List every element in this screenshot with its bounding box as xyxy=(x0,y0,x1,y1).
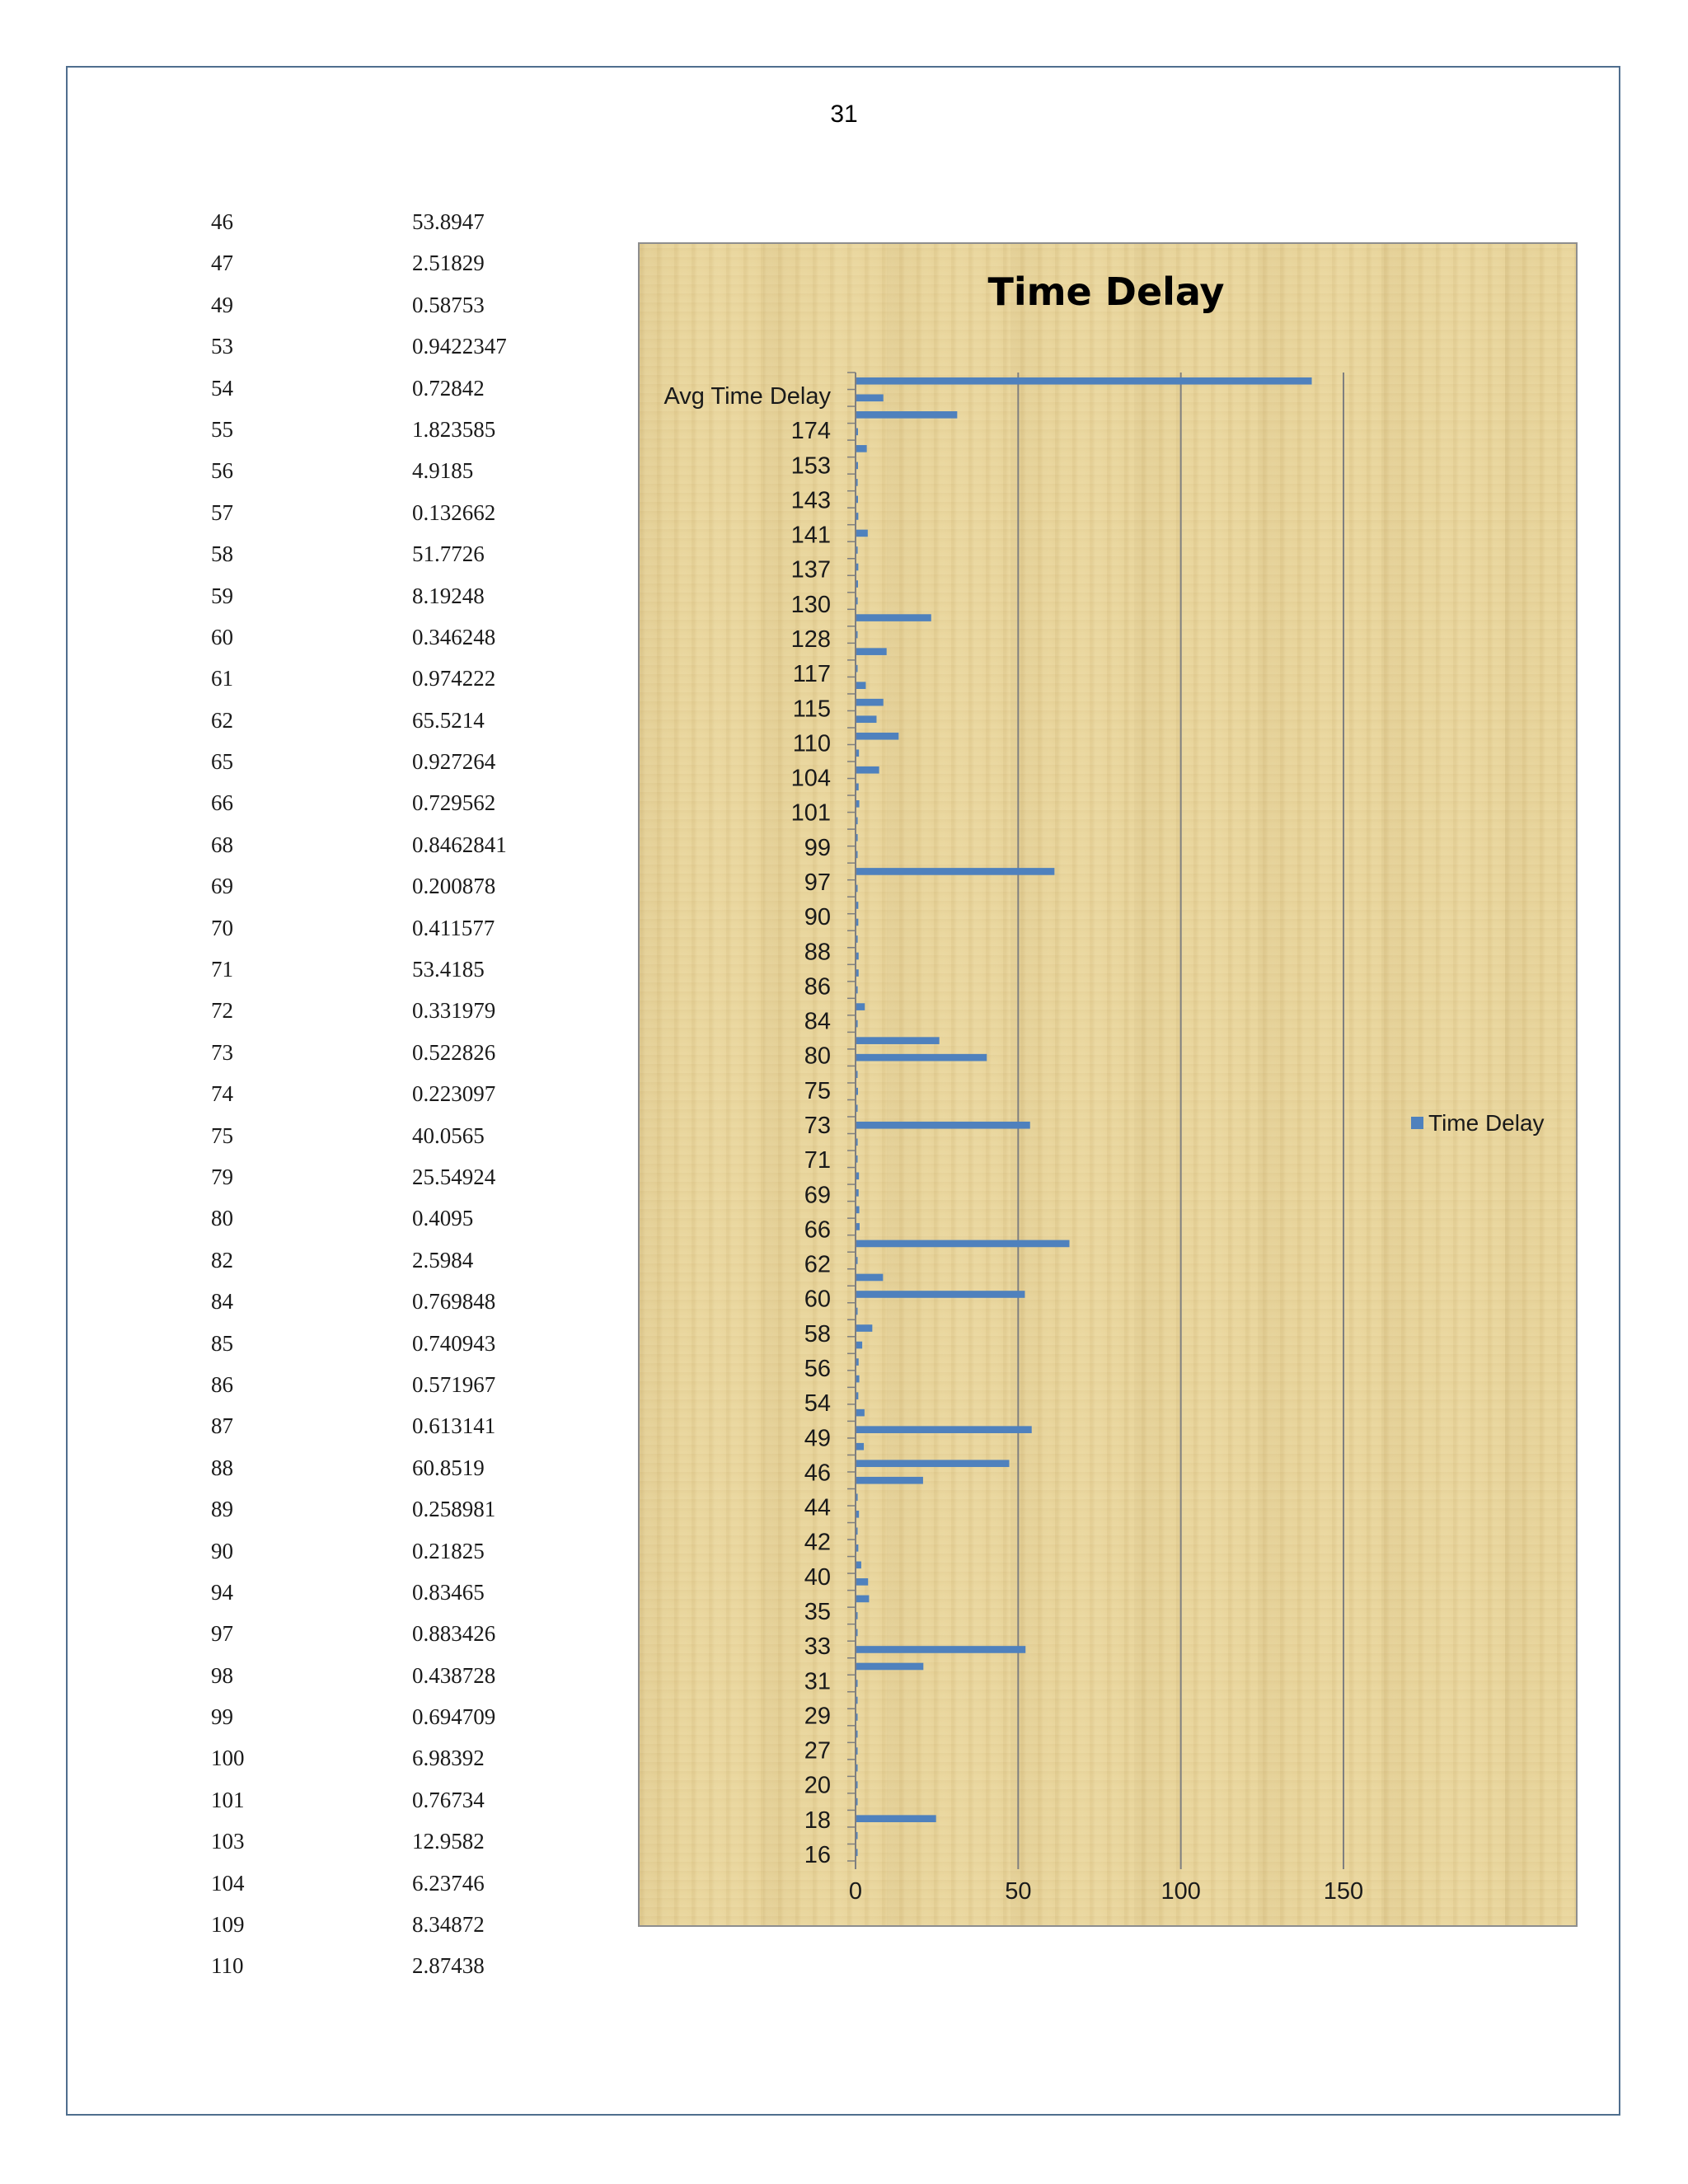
y-tick-label: 49 xyxy=(804,1425,831,1452)
bar xyxy=(856,1037,940,1044)
row-value: 0.613141 xyxy=(412,1413,496,1439)
row-value: 0.740943 xyxy=(412,1330,496,1356)
row-id: 75 xyxy=(211,1122,233,1148)
y-tick-label: 40 xyxy=(804,1563,831,1591)
row-value: 6.98392 xyxy=(412,1746,485,1771)
bar xyxy=(856,1173,859,1180)
bar xyxy=(856,682,865,689)
legend-label: Time Delay xyxy=(1428,1110,1545,1136)
y-tick-label: 117 xyxy=(792,661,831,688)
row-id: 82 xyxy=(211,1247,233,1272)
y-tick-label: 58 xyxy=(804,1320,831,1347)
y-tick-label: 42 xyxy=(804,1529,831,1556)
y-tick-label: 128 xyxy=(790,626,831,653)
y-tick-label: 141 xyxy=(790,522,831,549)
bar xyxy=(856,1713,858,1721)
y-tick-label: 33 xyxy=(804,1633,831,1661)
row-value: 0.200878 xyxy=(412,874,496,899)
y-tick-label: 143 xyxy=(790,487,831,514)
page-number: 31 xyxy=(830,101,858,128)
bar xyxy=(856,1324,872,1332)
row-value: 4.9185 xyxy=(412,458,474,484)
bar xyxy=(856,1376,860,1383)
bar xyxy=(856,496,858,504)
y-tick-label: 69 xyxy=(804,1182,831,1209)
row-id: 98 xyxy=(211,1662,233,1688)
row-value: 40.0565 xyxy=(412,1122,485,1148)
bar xyxy=(856,1747,858,1755)
bar xyxy=(856,1832,858,1840)
y-tick-label: 84 xyxy=(804,1008,831,1035)
bar xyxy=(856,513,858,520)
bar xyxy=(856,885,858,893)
row-id: 88 xyxy=(211,1455,233,1480)
bar xyxy=(856,1477,923,1484)
y-tick-label: 27 xyxy=(804,1737,831,1765)
row-id: 69 xyxy=(211,874,233,899)
row-value: 53.4185 xyxy=(412,957,485,982)
row-value: 0.58753 xyxy=(412,292,485,317)
bar xyxy=(856,1358,859,1366)
row-value: 8.19248 xyxy=(412,583,485,608)
bar xyxy=(856,1257,858,1264)
bar xyxy=(856,834,858,841)
bar xyxy=(856,1274,883,1282)
row-id: 84 xyxy=(211,1289,233,1315)
row-value: 0.258981 xyxy=(412,1497,496,1522)
bar xyxy=(856,1460,1009,1467)
bar xyxy=(856,953,859,960)
row-value: 0.883426 xyxy=(412,1621,496,1647)
bar xyxy=(856,800,860,808)
row-value: 60.8519 xyxy=(412,1455,485,1480)
bar xyxy=(856,1426,1032,1433)
bar xyxy=(856,851,858,859)
bar xyxy=(856,394,884,401)
row-id: 58 xyxy=(211,541,233,567)
y-tick-label: 71 xyxy=(804,1147,831,1174)
y-tick-label: 56 xyxy=(804,1356,831,1382)
bar xyxy=(856,1528,858,1535)
bar xyxy=(856,1392,858,1399)
y-tick-label: 60 xyxy=(804,1286,831,1313)
bar xyxy=(856,598,858,605)
bar xyxy=(856,1122,1030,1129)
bar xyxy=(856,1240,1070,1248)
y-tick-label: 35 xyxy=(804,1599,831,1625)
chart-svg xyxy=(640,244,1579,1929)
row-value: 0.729562 xyxy=(412,790,496,816)
bar xyxy=(856,1596,869,1603)
row-value: 0.4095 xyxy=(412,1206,474,1231)
row-value: 0.694709 xyxy=(412,1704,496,1730)
row-id: 110 xyxy=(211,1953,244,1979)
x-tick-label: 150 xyxy=(1323,1878,1364,1905)
bar xyxy=(856,1223,860,1230)
bar xyxy=(856,1697,858,1704)
legend xyxy=(1411,1110,1545,1136)
y-tick-label: 90 xyxy=(804,904,831,931)
row-id: 87 xyxy=(211,1413,233,1439)
y-tick-label: 31 xyxy=(804,1668,831,1695)
row-value: 1.823585 xyxy=(412,416,496,442)
bar xyxy=(856,818,858,825)
bar xyxy=(856,377,1312,385)
row-id: 90 xyxy=(211,1538,233,1563)
x-tick-label: 100 xyxy=(1160,1878,1201,1905)
row-id: 59 xyxy=(211,583,233,608)
bar xyxy=(856,1291,1025,1298)
row-value: 0.411577 xyxy=(412,915,495,940)
bar xyxy=(856,631,858,639)
y-tick-label: 75 xyxy=(804,1077,831,1104)
bar xyxy=(856,1731,858,1738)
row-id: 89 xyxy=(211,1497,233,1522)
row-value: 0.571967 xyxy=(412,1371,496,1397)
bar xyxy=(856,749,859,757)
row-value: 0.9422347 xyxy=(412,334,507,359)
y-tick-label: 29 xyxy=(804,1703,831,1730)
bar xyxy=(856,564,858,571)
y-tick-label: 130 xyxy=(790,591,831,618)
y-tick-label: 88 xyxy=(804,939,831,966)
bar xyxy=(856,1189,859,1197)
y-tick-label: 54 xyxy=(804,1390,831,1418)
y-tick-label: Avg Time Delay xyxy=(663,383,831,410)
bar xyxy=(856,580,858,588)
y-tick-label: 44 xyxy=(804,1494,831,1521)
y-tick-label: 62 xyxy=(804,1251,831,1278)
row-id: 54 xyxy=(211,375,233,401)
row-id: 53 xyxy=(211,334,233,359)
bar xyxy=(856,1138,858,1146)
row-value: 0.927264 xyxy=(412,749,496,775)
y-tick-label: 153 xyxy=(790,452,831,480)
bar xyxy=(856,1629,858,1637)
row-value: 2.5984 xyxy=(412,1247,474,1272)
y-tick-label: 16 xyxy=(804,1842,831,1868)
row-value: 0.72842 xyxy=(412,375,485,401)
row-value: 0.8462841 xyxy=(412,832,507,857)
row-value: 12.9582 xyxy=(412,1829,485,1854)
bar xyxy=(856,699,884,706)
bar xyxy=(856,987,858,994)
bar xyxy=(856,1088,858,1095)
bar xyxy=(856,1680,858,1687)
row-id: 60 xyxy=(211,624,233,649)
row-value: 0.769848 xyxy=(412,1289,496,1315)
row-value: 0.223097 xyxy=(412,1081,496,1107)
row-id: 70 xyxy=(211,915,233,940)
y-tick-label: 80 xyxy=(804,1043,831,1070)
y-tick-label: 86 xyxy=(804,973,831,1001)
bar xyxy=(856,1511,859,1518)
y-tick-label: 115 xyxy=(792,696,831,723)
row-id: 46 xyxy=(211,209,233,234)
bar xyxy=(856,1646,1025,1653)
bar xyxy=(856,411,957,419)
bar xyxy=(856,1578,868,1586)
bar xyxy=(856,445,867,452)
chart-panel xyxy=(638,242,1578,1927)
bar xyxy=(856,1544,858,1552)
row-value: 0.346248 xyxy=(412,624,496,649)
row-value: 0.76734 xyxy=(412,1787,485,1812)
bar xyxy=(856,733,898,740)
bar xyxy=(856,1409,865,1417)
bar xyxy=(856,648,887,655)
row-value: 6.23746 xyxy=(412,1870,485,1896)
row-id: 97 xyxy=(211,1621,233,1647)
legend-swatch xyxy=(1411,1117,1423,1129)
row-id: 85 xyxy=(211,1330,233,1356)
row-id: 68 xyxy=(211,832,233,857)
row-id: 61 xyxy=(211,666,233,691)
row-value: 0.331979 xyxy=(412,998,496,1024)
bar xyxy=(856,1054,987,1062)
row-value: 0.974222 xyxy=(412,666,496,691)
row-value: 65.5214 xyxy=(412,707,485,733)
bar xyxy=(856,1663,923,1671)
y-tick-label: 101 xyxy=(790,799,831,827)
bar xyxy=(856,429,858,436)
row-id: 66 xyxy=(211,790,233,816)
y-tick-label: 99 xyxy=(804,834,831,861)
y-tick-label: 97 xyxy=(804,869,831,896)
bar xyxy=(856,530,868,537)
bar xyxy=(856,1003,865,1010)
bar xyxy=(856,1104,858,1112)
bar xyxy=(856,1071,858,1078)
row-id: 49 xyxy=(211,292,233,317)
row-value: 25.54924 xyxy=(412,1164,496,1189)
row-id: 80 xyxy=(211,1206,233,1231)
y-tick-label: 18 xyxy=(804,1807,831,1834)
bar xyxy=(856,902,858,909)
bar xyxy=(856,479,858,486)
row-id: 56 xyxy=(211,458,233,484)
bar xyxy=(856,1849,858,1856)
x-tick-label: 0 xyxy=(848,1878,863,1905)
bar xyxy=(856,935,858,943)
row-id: 103 xyxy=(211,1829,245,1854)
row-value: 0.21825 xyxy=(412,1538,485,1563)
row-value: 2.51829 xyxy=(412,251,485,276)
row-value: 0.438728 xyxy=(412,1662,496,1688)
row-id: 72 xyxy=(211,998,233,1024)
row-id: 86 xyxy=(211,1371,233,1397)
bar xyxy=(856,546,858,554)
row-value: 53.8947 xyxy=(412,209,485,234)
bar xyxy=(856,1612,858,1619)
bar xyxy=(856,462,858,470)
bar xyxy=(856,1308,858,1315)
row-id: 104 xyxy=(211,1870,245,1896)
row-id: 79 xyxy=(211,1164,233,1189)
y-tick-label: 104 xyxy=(790,765,831,792)
y-tick-label: 137 xyxy=(790,556,831,583)
row-id: 109 xyxy=(211,1912,245,1938)
bar xyxy=(856,1207,860,1214)
bar xyxy=(856,1342,862,1349)
row-id: 47 xyxy=(211,251,233,276)
row-value: 0.83465 xyxy=(412,1579,485,1605)
bar xyxy=(856,784,859,791)
row-value: 8.34872 xyxy=(412,1912,485,1938)
bar xyxy=(856,1155,858,1163)
y-tick-label: 20 xyxy=(804,1772,831,1799)
row-id: 71 xyxy=(211,957,233,982)
row-id: 99 xyxy=(211,1704,233,1730)
y-tick-label: 46 xyxy=(804,1460,831,1487)
row-id: 100 xyxy=(211,1746,245,1771)
y-tick-label: 66 xyxy=(804,1216,831,1244)
bar xyxy=(856,1493,858,1501)
row-value: 0.132662 xyxy=(412,499,496,525)
bar xyxy=(856,868,1054,875)
bar xyxy=(856,919,858,926)
row-id: 55 xyxy=(211,416,233,442)
bar xyxy=(856,1815,936,1822)
row-id: 74 xyxy=(211,1081,233,1107)
row-id: 73 xyxy=(211,1039,233,1065)
y-tick-label: 73 xyxy=(804,1113,831,1139)
x-tick-label: 50 xyxy=(1005,1878,1032,1905)
bar xyxy=(856,1020,858,1028)
bar xyxy=(856,1765,858,1772)
y-tick-label: 174 xyxy=(790,418,831,445)
row-id: 101 xyxy=(211,1787,245,1812)
bar xyxy=(856,665,858,673)
row-value: 0.522826 xyxy=(412,1039,496,1065)
bar xyxy=(856,766,879,774)
bar xyxy=(856,614,931,621)
row-value: 51.7726 xyxy=(412,541,485,567)
y-tick-label: 110 xyxy=(792,730,831,757)
bar xyxy=(856,1798,858,1806)
row-id: 57 xyxy=(211,499,233,525)
row-id: 62 xyxy=(211,707,233,733)
bar xyxy=(856,969,859,977)
bar xyxy=(856,715,876,723)
row-id: 65 xyxy=(211,749,233,775)
row-value: 2.87438 xyxy=(412,1953,485,1979)
bar xyxy=(856,1562,861,1569)
bar xyxy=(856,1781,858,1788)
bar xyxy=(856,1443,864,1451)
chart-title: Time Delay xyxy=(987,269,1225,314)
row-id: 94 xyxy=(211,1579,233,1605)
